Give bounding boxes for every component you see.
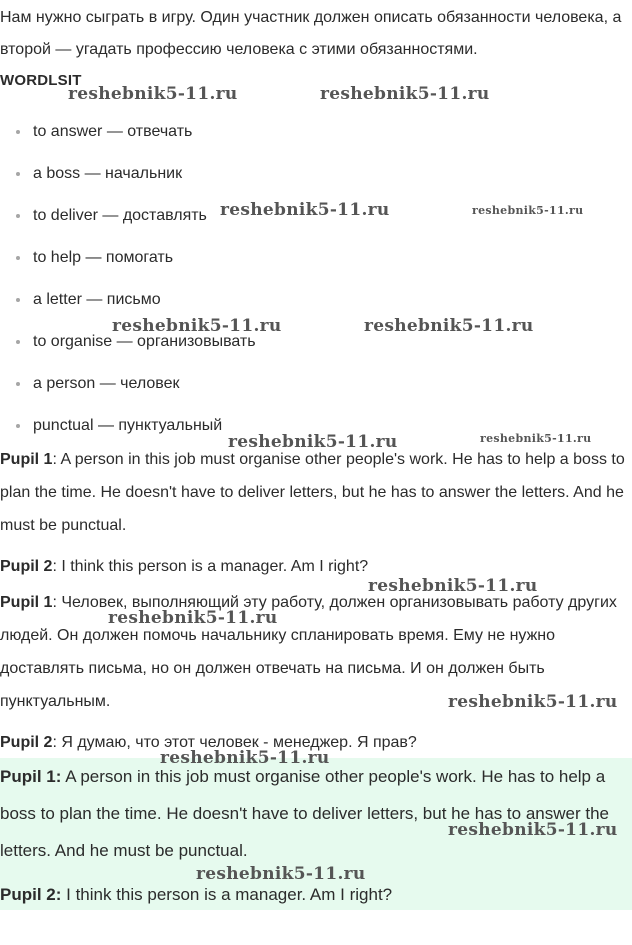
speaker-text: : I think this person is a manager. Am I right? bbox=[52, 558, 369, 575]
bullet-icon bbox=[16, 172, 20, 176]
answer-pupil1 bbox=[0, 758, 632, 869]
bullet-icon bbox=[16, 214, 20, 218]
bullet-icon bbox=[16, 424, 20, 428]
list-item-text: a person — человек bbox=[33, 375, 180, 392]
wordlist-title: WORDLSIT bbox=[0, 72, 82, 89]
bullet-icon bbox=[16, 298, 20, 302]
wordlist bbox=[14, 115, 256, 451]
watermark: reshebnik5-11.ru bbox=[480, 432, 592, 445]
list-item-text: to organise — организовывать bbox=[33, 333, 256, 350]
watermark: reshebnik5-11.ru bbox=[472, 204, 584, 217]
speaker-label: Pupil 1 bbox=[0, 451, 53, 468]
speaker-text: : Человек, выполняющий эту работу, должен организовывать работу других людей. Он должен помочь начальнику спланировать время. Ему не нужно доставлять письма, но он должен отвечать на письма. И он должен быть пунктуальным. bbox=[0, 594, 617, 710]
bullet-icon bbox=[16, 130, 20, 134]
list-item-text: a letter — письмо bbox=[33, 291, 161, 308]
list-item bbox=[14, 157, 256, 199]
watermark: reshebnik5-11.ru bbox=[320, 84, 490, 104]
speaker-text: A person in this job must organise other people's work. He has to help a boss to plan the time. He doesn't have to deliver letters, but he has to answer the letters. And he must be punctual. bbox=[0, 767, 609, 860]
speaker-label: Pupil 2 bbox=[0, 558, 53, 575]
watermark: reshebnik5-11.ru bbox=[220, 200, 390, 220]
watermark: reshebnik5-11.ru bbox=[112, 316, 282, 336]
speaker-text: : A person in this job must organise other people's work. He has to help a boss to plan the time. He doesn't have to deliver letters, but he has to answer the letters. And he must be punctual. bbox=[0, 451, 625, 534]
bullet-icon bbox=[16, 340, 20, 344]
list-item-text: a boss — начальник bbox=[33, 165, 183, 182]
speaker-text: I think this person is a manager. Am I right? bbox=[61, 885, 393, 904]
intro-text: Нам нужно сыграть в игру. Один участник должен описать обязанности человека, а второй — угадать профессию человека с этими обязанностями. bbox=[0, 9, 622, 58]
watermark: reshebnik5-11.ru bbox=[448, 692, 618, 712]
watermark: reshebnik5-11.ru bbox=[368, 576, 538, 596]
watermark: reshebnik5-11.ru bbox=[448, 820, 618, 840]
speaker-text: : Я думаю, что этот человек - менеджер. Я прав? bbox=[52, 734, 417, 751]
list-item-text: to help — помогать bbox=[33, 249, 174, 266]
speaker-label: Pupil 2: bbox=[0, 885, 62, 904]
watermark: reshebnik5-11.ru bbox=[364, 316, 534, 336]
watermark: reshebnik5-11.ru bbox=[160, 748, 330, 768]
watermark: reshebnik5-11.ru bbox=[68, 84, 238, 104]
list-item bbox=[14, 115, 256, 157]
watermark: reshebnik5-11.ru bbox=[228, 432, 398, 452]
bullet-icon bbox=[16, 382, 20, 386]
dialogue-en-pupil1 bbox=[0, 443, 630, 542]
watermark: reshebnik5-11.ru bbox=[108, 608, 278, 628]
list-item bbox=[14, 367, 256, 409]
list-item-text: to answer — отвечать bbox=[33, 123, 193, 140]
speaker-label: Pupil 1: bbox=[0, 767, 62, 786]
watermark: reshebnik5-11.ru bbox=[196, 864, 366, 884]
speaker-label: Pupil 1 bbox=[0, 594, 53, 611]
list-item-text: to deliver — доставлять bbox=[33, 207, 207, 224]
speaker-label: Pupil 2 bbox=[0, 734, 53, 751]
list-item bbox=[14, 241, 256, 283]
bullet-icon bbox=[16, 256, 20, 260]
list-item-text: punctual — пунктуальный bbox=[33, 417, 223, 434]
